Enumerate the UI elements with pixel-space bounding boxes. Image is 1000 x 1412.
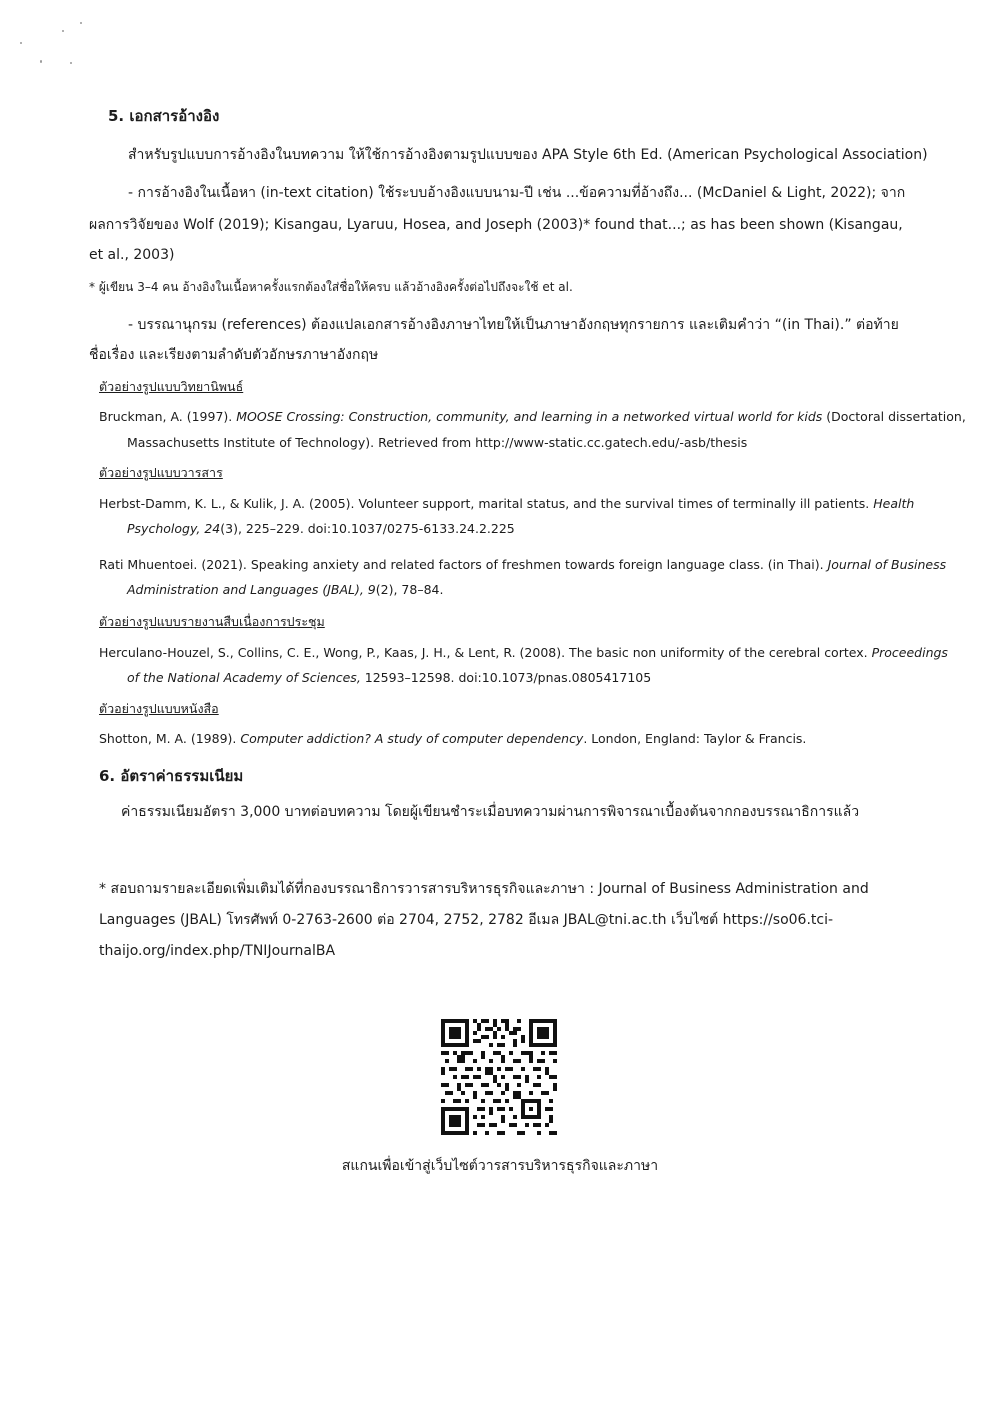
scan-speck	[70, 62, 72, 64]
thesis-example-label: ตัวอย่างรูปแบบวิทยานิพนธ์	[99, 379, 244, 394]
qr-caption: สแกนเพื่อเข้าสู่เว็บไซต์วารสารบริหารธุรกิจและภาษา	[341, 1158, 659, 1174]
contact-line-3: thaijo.org/index.php/TNIJournalBA	[99, 943, 336, 959]
references-line-2: ชื่อเรื่อง และเรียงตามลำดับตัวอักษรภาษาอังกฤษ	[89, 347, 379, 363]
journal-reference-2-line-2: Administration and Languages (JBAL), 9(2), 78–84.	[127, 582, 444, 597]
intext-line-2: ผลการวิจัยของ Wolf (2019); Kisangau, Lyaruu, Hosea, and Joseph (2003)* found that...; as has been shown (Kisangau,	[89, 217, 903, 233]
references-line-1: - บรรณานุกรม (references) ต้องแปลเอกสารอ้างอิงภาษาไทยให้เป็นภาษาอังกฤษทุกรายการ และเติมคำว่า “(in Thai).” ต่อท้าย	[128, 317, 899, 333]
proceedings-reference-line-2: of the National Academy of Sciences, 12593–12598. doi:10.1073/pnas.0805417105	[127, 670, 652, 685]
proceedings-reference-line-1: Herculano-Houzel, S., Collins, C. E., Wong, P., Kaas, J. H., & Lent, R. (2008). The basic non uniformity of the cerebral cortex. Proceedings	[99, 645, 948, 660]
footnote: * ผู้เขียน 3–4 คน อ้างอิงในเนื้อหาครั้งแรกต้องใส่ชื่อให้ครบ แล้วอ้างอิงครั้งต่อไปถึงจะใช้ et al.	[89, 280, 573, 294]
book-reference: Shotton, M. A. (1989). Computer addiction? A study of computer dependency. London, England: Taylor & Francis.	[99, 731, 807, 746]
qr-code-icon[interactable]	[441, 1019, 557, 1139]
scan-speck	[80, 22, 82, 24]
section-5-heading: 5. เอกสารอ้างอิง	[108, 107, 220, 125]
journal-reference-1-line-1: Herbst-Damm, K. L., & Kulik, J. A. (2005). Volunteer support, marital status, and the survival times of terminally ill patients. Health	[99, 496, 915, 511]
intext-line-3: et al., 2003)	[89, 247, 175, 263]
scan-speck	[20, 42, 22, 44]
section-6-heading: 6. อัตราค่าธรรมเนียม	[99, 767, 244, 785]
thesis-reference-line-2: Massachusetts Institute of Technology). Retrieved from http://www-static.cc.gatech.edu/-asb/thesis	[127, 435, 748, 450]
scan-speck	[62, 30, 64, 32]
contact-line-2: Languages (JBAL) โทรศัพท์ 0-2763-2600 ต่อ 2704, 2752, 2782 อีเมล JBAL@tni.ac.th เว็บไซต์ https://so06.tci-	[99, 912, 834, 928]
journal-reference-2-line-1: Rati Mhuentoei. (2021). Speaking anxiety and related factors of freshmen towards foreign language class. (in Thai). Journal of Business	[99, 557, 947, 572]
book-example-label: ตัวอย่างรูปแบบหนังสือ	[99, 701, 219, 716]
contact-line-1: * สอบถามรายละเอียดเพิ่มเติมได้ที่กองบรรณาธิการวารสารบริหารธุรกิจและภาษา : Journal of Business Administration and	[99, 881, 869, 897]
proceedings-example-label: ตัวอย่างรูปแบบรายงานสืบเนื่องการประชุม	[99, 614, 325, 629]
thesis-reference-line-1: Bruckman, A. (1997). MOOSE Crossing: Construction, community, and learning in a networked virtual world for kids (Doctoral dissertation,	[99, 409, 966, 424]
journal-example-label: ตัวอย่างรูปแบบวารสาร	[99, 465, 223, 480]
intext-line-1: - การอ้างอิงในเนื้อหา (in-text citation) ใช้ระบบอ้างอิงแบบนาม-ปี เช่น ...ข้อความที่อ้างถึง... (McDaniel & Light, 2022); จาก	[128, 185, 906, 201]
scan-speck	[40, 60, 42, 63]
journal-reference-1-line-2: Psychology, 24(3), 225–229. doi:10.1037/0275-6133.24.2.225	[127, 521, 515, 536]
section-5-intro: สำหรับรูปแบบการอ้างอิงในบทความ ให้ใช้การอ้างอิงตามรูปแบบของ APA Style 6th Ed. (American Psychological Association)	[128, 147, 928, 163]
section-6-text: ค่าธรรมเนียมอัตรา 3,000 บาทต่อบทความ โดยผู้เขียนชำระเมื่อบทความผ่านการพิจารณาเบื้องต้นจากกองบรรณาธิการแล้ว	[121, 804, 860, 820]
